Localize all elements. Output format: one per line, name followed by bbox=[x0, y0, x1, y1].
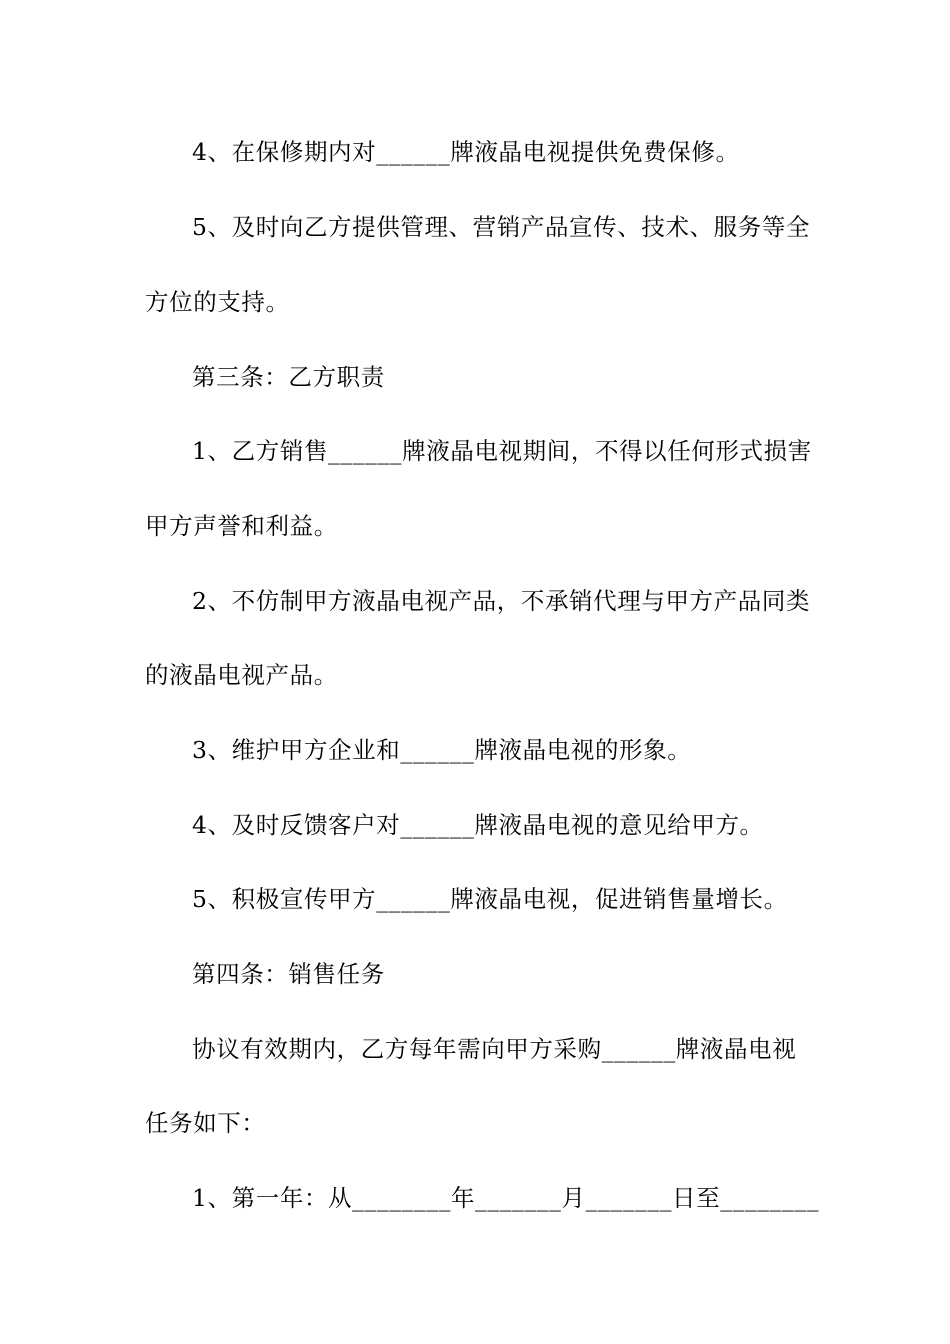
clause-line-b3 bbox=[192, 735, 815, 765]
clause-line-year-one bbox=[192, 1183, 820, 1213]
clause-line-b1-cont bbox=[145, 511, 815, 541]
paragraph-text: 5、及时向乙方提供管理、营销产品宣传、技术、服务等全 bbox=[192, 213, 811, 241]
clause-line-b2 bbox=[192, 586, 815, 616]
paragraph-text: 任务如下： bbox=[145, 1109, 266, 1137]
heading-text: 第三条：乙方职责 bbox=[192, 363, 385, 391]
clause-line-b2-cont bbox=[145, 660, 815, 690]
clause-line-support bbox=[192, 212, 815, 242]
paragraph-text: 1、乙方销售______牌液晶电视期间，不得以任何形式损害 bbox=[192, 437, 812, 465]
paragraph-text: 协议有效期内，乙方每年需向甲方采购______牌液晶电视 bbox=[192, 1035, 797, 1063]
clause-line-b4 bbox=[192, 810, 815, 840]
heading-text: 第四条：销售任务 bbox=[192, 960, 385, 988]
clause-line-b5 bbox=[192, 884, 815, 914]
clause-line-sales-task-cont bbox=[145, 1108, 815, 1138]
paragraph-text: 3、维护甲方企业和______牌液晶电视的形象。 bbox=[192, 736, 692, 764]
paragraph-text: 4、在保修期内对______牌液晶电视提供免费保修。 bbox=[192, 138, 740, 166]
clause-line-b1 bbox=[192, 436, 815, 466]
paragraph-text: 甲方声誉和利益。 bbox=[145, 512, 338, 540]
clause-line-support-cont bbox=[145, 287, 815, 317]
paragraph-text: 2、不仿制甲方液晶电视产品，不承销代理与甲方产品同类 bbox=[192, 587, 811, 615]
paragraph-text: 方位的支持。 bbox=[145, 288, 290, 316]
paragraph-text: 5、积极宣传甲方______牌液晶电视，促进销售量增长。 bbox=[192, 885, 788, 913]
paragraph-text: 4、及时反馈客户对______牌液晶电视的意见给甲方。 bbox=[192, 811, 764, 839]
section-heading-article-4 bbox=[192, 959, 815, 989]
section-heading-article-3 bbox=[192, 362, 815, 392]
paragraph-text: 的液晶电视产品。 bbox=[145, 661, 338, 689]
paragraph-text: 1、第一年：从________年_______月_______日至________ bbox=[192, 1184, 820, 1212]
clause-line-sales-task bbox=[192, 1034, 815, 1064]
clause-line-warranty bbox=[192, 137, 815, 167]
